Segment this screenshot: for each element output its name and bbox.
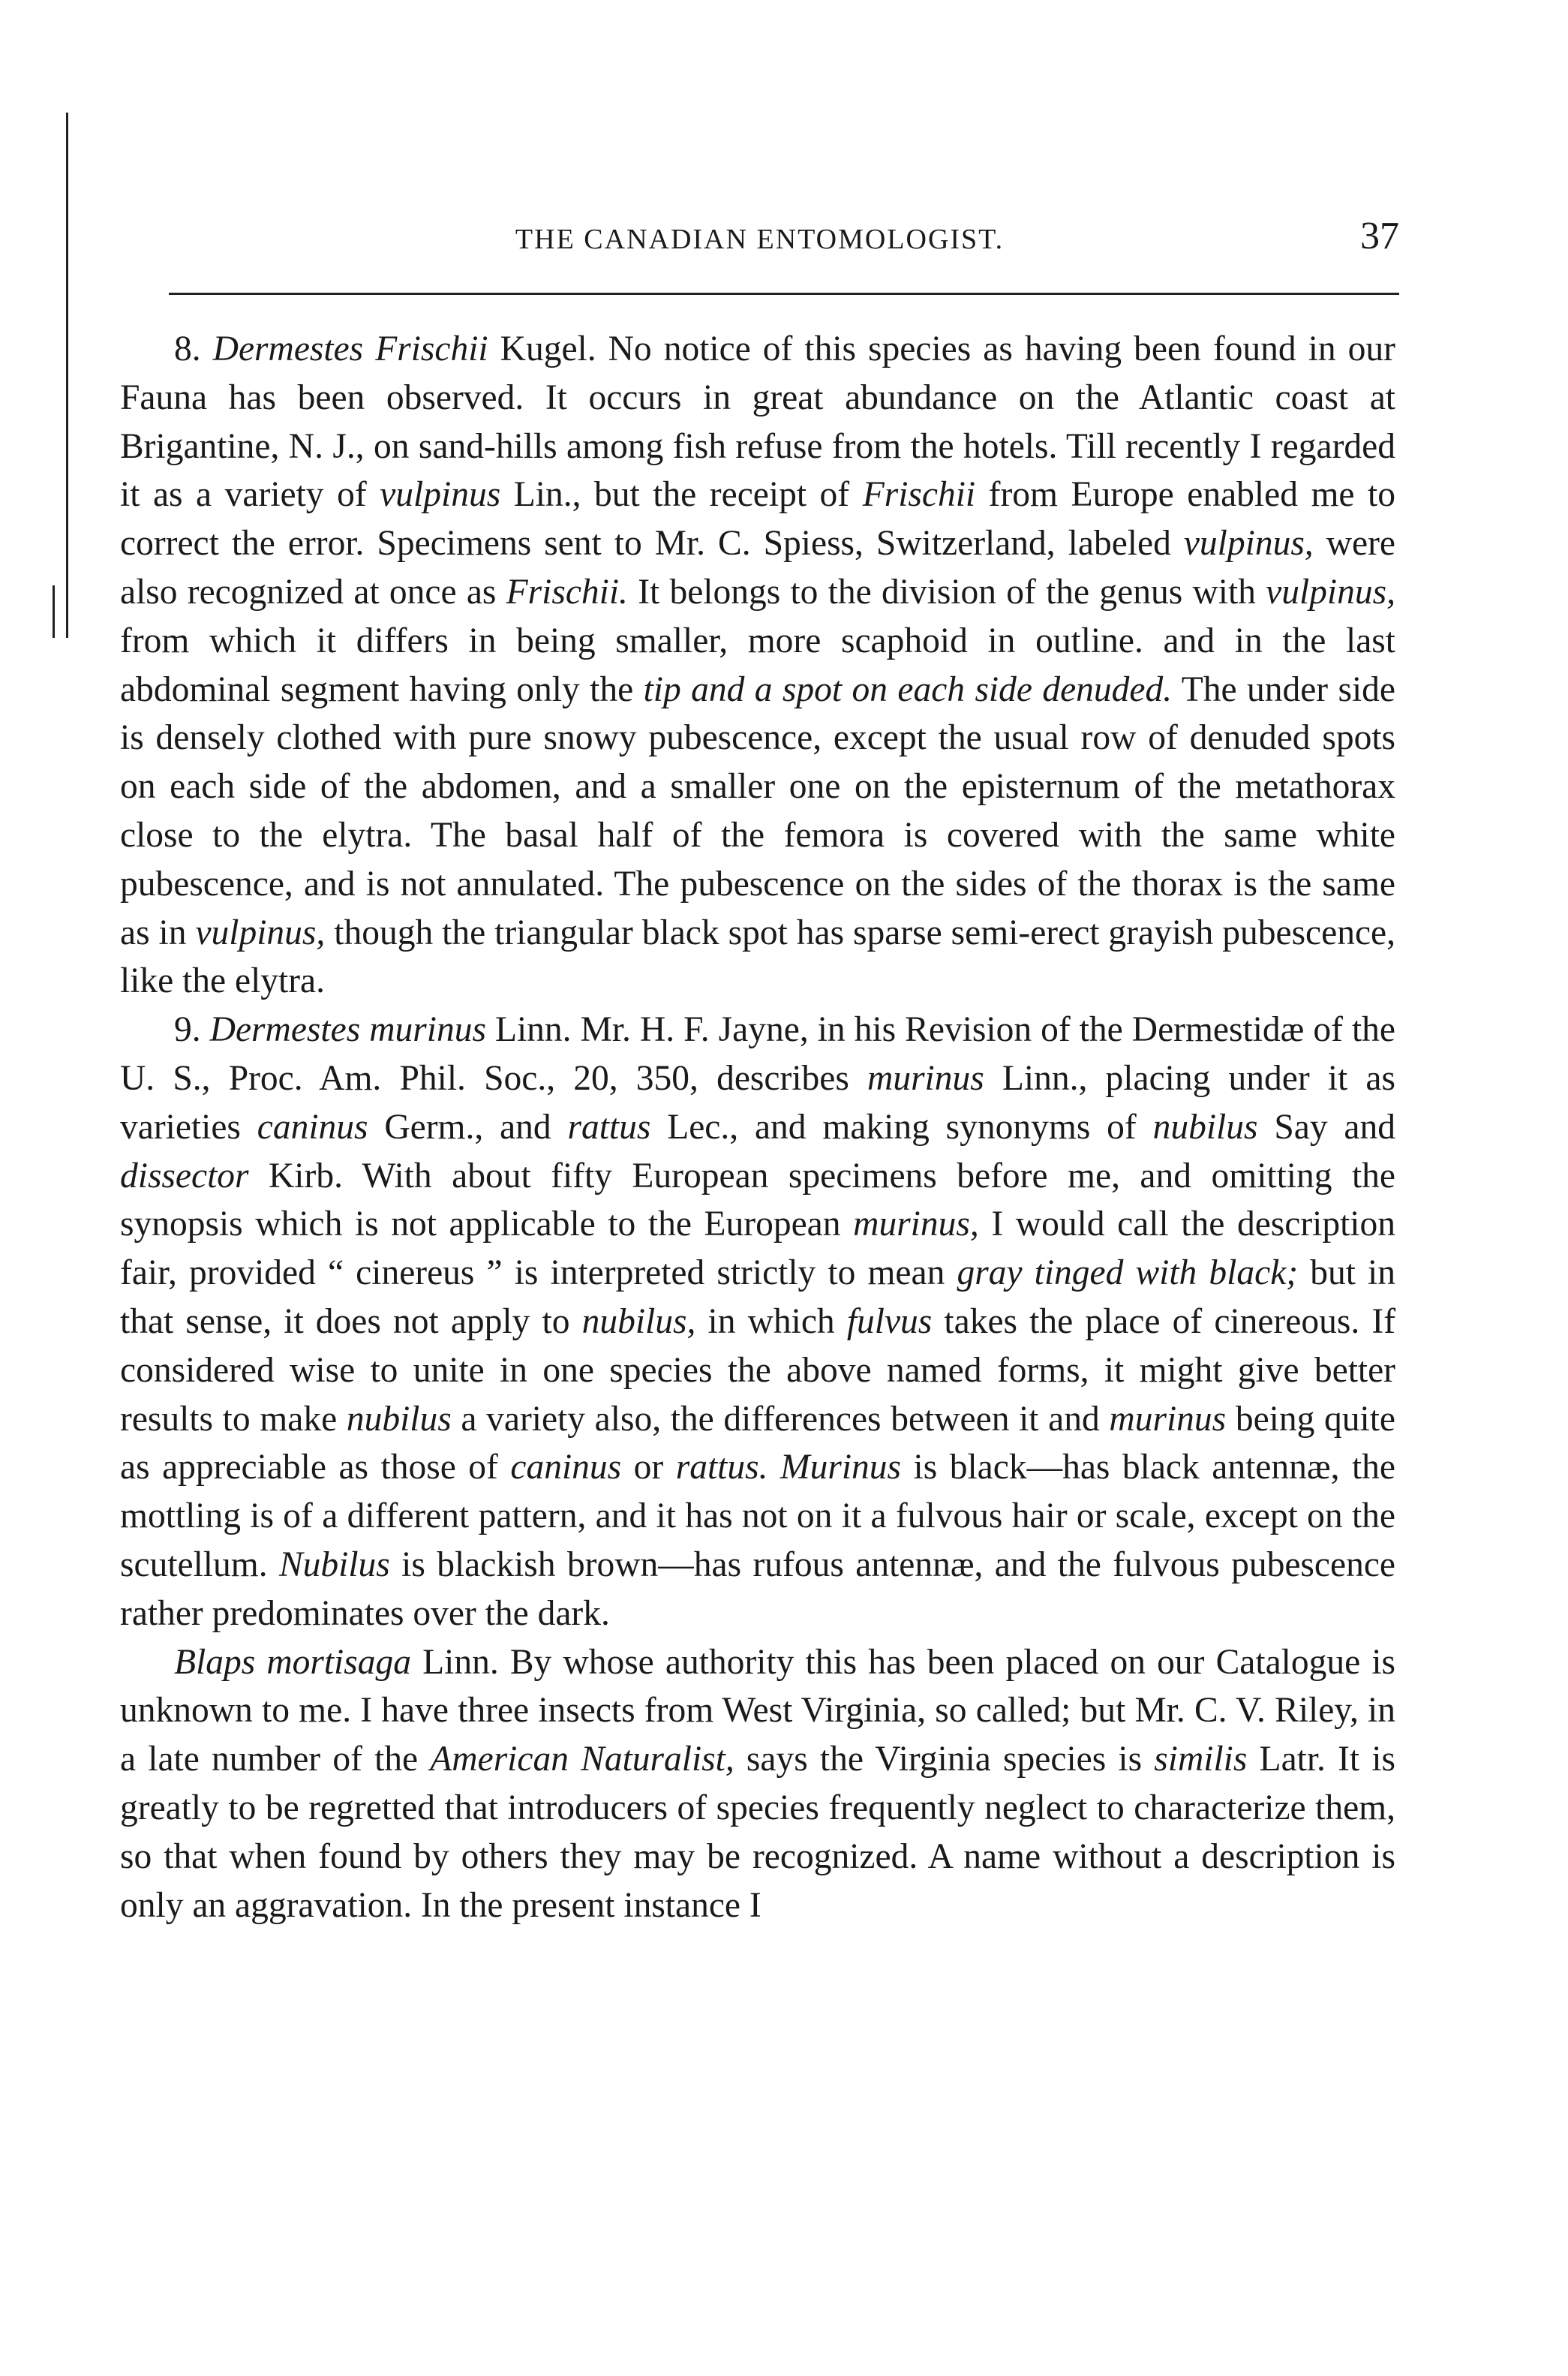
- text-run: being quite as appreciable as those of: [120, 1399, 1395, 1487]
- italic-text: Nubilus: [278, 1544, 390, 1584]
- text-body: [120, 325, 1395, 1929]
- italic-text: fulvus: [846, 1301, 933, 1341]
- page-number: 37: [1360, 215, 1399, 257]
- italic-text: murinus,: [853, 1205, 979, 1244]
- text-run: Latr. It is greatly to be regretted that introducers of species frequently neglect to characterize them, so that when found by others they may be recognized. A name without a description is only an aggravation. In the present instance I: [120, 1740, 1395, 1925]
- text-run: a variety also, the differences between it and: [451, 1399, 1110, 1439]
- scan-edge-mark: [66, 113, 68, 638]
- italic-text: Murinus: [780, 1448, 902, 1487]
- header-rule: [169, 293, 1399, 295]
- text-run: though the triangular black spot has sparse semi-erect grayish pubescence, like the elytra.: [120, 913, 1396, 1001]
- italic-text: gray tinged with black;: [957, 1253, 1299, 1293]
- running-title: THE CANADIAN ENTOMOLOGIST.: [515, 224, 1005, 255]
- text-run: Say and: [1257, 1107, 1395, 1147]
- text-run: Lin., but the receipt of: [500, 475, 863, 515]
- italic-text: tip and a spot on each side denuded.: [643, 669, 1173, 709]
- italic-text: Blaps mortisaga: [174, 1642, 411, 1682]
- italic-text: vulpinus,: [195, 913, 326, 952]
- paragraph: [120, 1638, 1395, 1930]
- text-run: Kirb. With about fifty European specimens before me, and omitting the synopsis which is not applicable to the European: [120, 1156, 1395, 1244]
- text-run: says the Virginia species is: [734, 1740, 1155, 1779]
- text-run: Linn. Mr. H. F. Jayne, in his Revision of the Dermestidæ of the U. S., Proc. Am. Phil. Soc., 20, 350, describes: [120, 1010, 1395, 1098]
- text-run: in which: [695, 1301, 847, 1341]
- text-run: 8.: [174, 329, 213, 368]
- text-run: or: [621, 1448, 676, 1487]
- italic-text: murinus: [1109, 1399, 1227, 1439]
- text-run: It belongs to the division of the genus with: [627, 572, 1266, 612]
- text-run: Lec., and making synonyms of: [650, 1107, 1153, 1147]
- italic-text: caninus: [510, 1448, 622, 1487]
- italic-text: rattus: [567, 1107, 651, 1147]
- text-run: takes the place of cinereous. If considered wise to unite in one species the above named forms, it might give better results to make: [120, 1301, 1396, 1439]
- paragraph: [120, 325, 1395, 1006]
- text-run: 9.: [174, 1010, 210, 1050]
- paragraph: [120, 1006, 1395, 1638]
- italic-text: American Naturalist,: [430, 1740, 734, 1779]
- text-run: Kugel. No notice of this species as having been found in our Fauna has been observed. It occurs in great abundance on the Atlantic coast at Brigantine, N. J., on sand-hills among fish refuse from the hotels. Till recently I regarded it as a variety of: [120, 329, 1395, 515]
- italic-text: Frischii.: [506, 572, 628, 612]
- italic-text: Frischii: [862, 475, 976, 515]
- text-run: Linn. By whose authority this has been placed on our Catalogue is unknown to me. I have three insects from West Virginia, so called; but Mr. C. V. Riley, in a late number of the: [120, 1642, 1395, 1779]
- italic-text: similis: [1154, 1740, 1248, 1779]
- italic-text: Dermestes murinus: [209, 1010, 486, 1050]
- italic-text: nubilus,: [581, 1301, 696, 1341]
- text-run: but in that sense, it does not apply to: [120, 1253, 1395, 1341]
- text-run: were also recognized at once as: [120, 524, 1395, 612]
- text-run: Germ., and: [368, 1107, 568, 1147]
- text-run: Linn., placing under it as varieties: [120, 1058, 1395, 1147]
- italic-text: murinus: [867, 1058, 984, 1098]
- text-run: [768, 1448, 781, 1487]
- italic-text: caninus: [257, 1107, 368, 1147]
- text-run: is black—has black antennæ, the mottling is of a different pattern, and it has not on it a fulvous hair or scale, except on the scutellum.: [120, 1448, 1395, 1584]
- text-run: from Europe enabled me to correct the error. Specimens sent to Mr. C. Spiess, Switzerland, labeled: [120, 475, 1396, 564]
- italic-text: dissector: [120, 1156, 249, 1196]
- page-header: [120, 214, 1399, 266]
- italic-text: rattus.: [675, 1448, 768, 1487]
- text-run: I would call the description fair, provided “ cinereus ” is interpreted strictly to mean: [120, 1205, 1396, 1293]
- italic-text: nubilus: [346, 1399, 452, 1439]
- italic-text: nubilus: [1152, 1107, 1258, 1147]
- text-run: from which it differs in being smaller, more scaphoid in outline. and in the last abdominal segment having only the: [120, 621, 1395, 709]
- italic-text: vulpinus: [380, 475, 501, 515]
- scan-edge-mark: [53, 585, 55, 638]
- italic-text: Dermestes Frischii: [212, 329, 488, 368]
- italic-text: vulpinus,: [1266, 572, 1395, 612]
- text-run: The under side is densely clothed with pure snowy pubescence, except the usual row of denuded spots on each side of the abdomen, and a smaller one on the episternum of the metathorax close to the elytra. The basal half of the femora is covered with the same white pubescence, and is not annulated. The pubescence on the sides of the thorax is the same as in: [120, 669, 1396, 952]
- text-run: is blackish brown—has rufous antennæ, and the fulvous pubescence rather predominates over the dark.: [120, 1544, 1395, 1633]
- italic-text: vulpinus,: [1183, 524, 1314, 564]
